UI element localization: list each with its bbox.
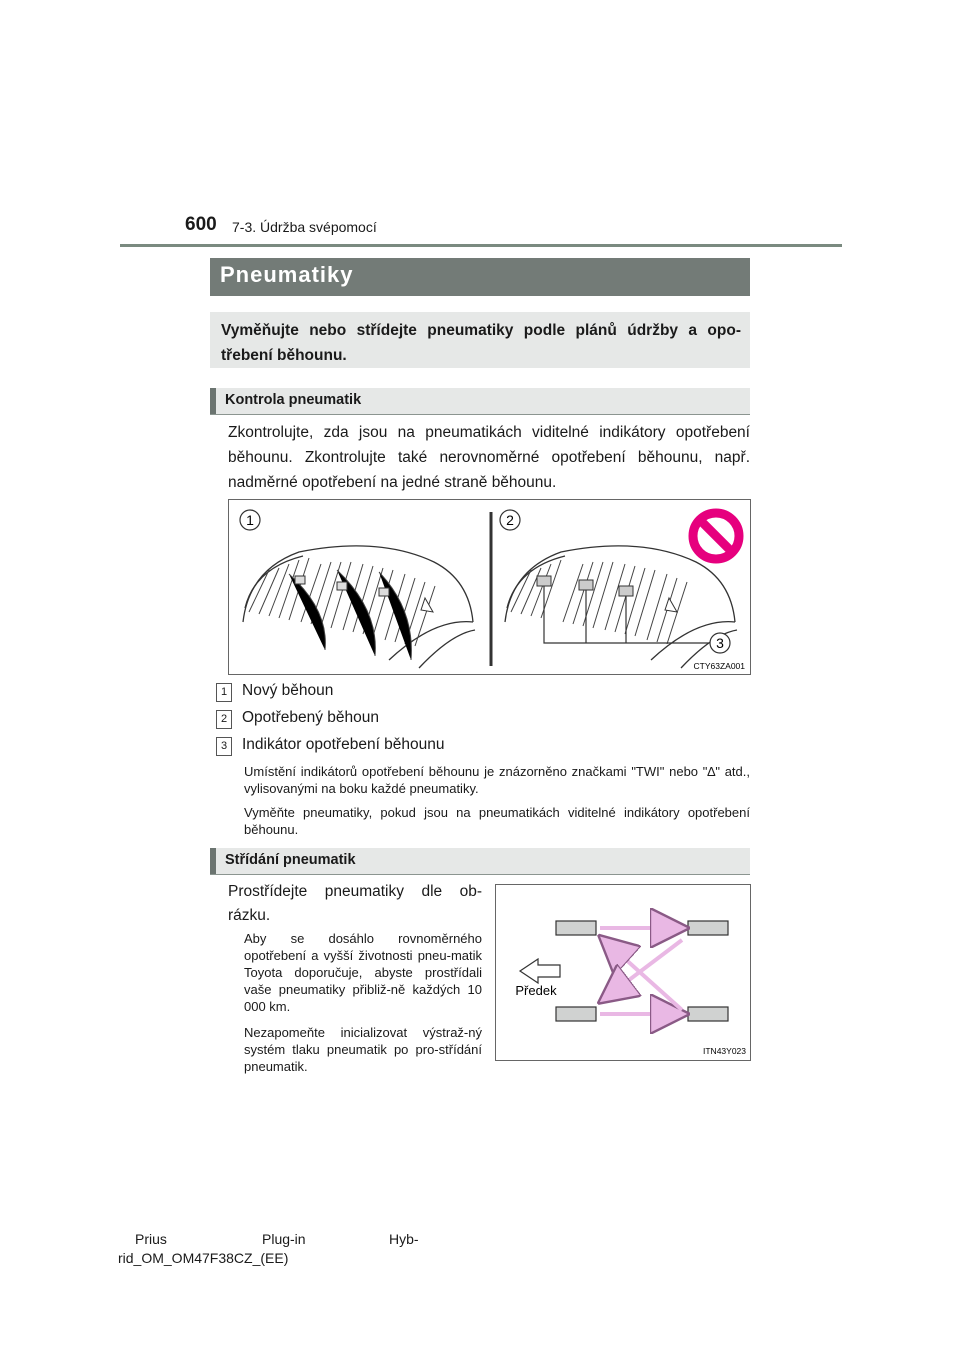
footer-model-2: Plug-in <box>262 1231 306 1247</box>
inspection-paragraph: Zkontrolujte, zda jsou na pneumatikách viditelné indikátory opotřebení běhounu. Zkontrolujte také nerovnoměrné opotřebení běhounu, např. nadměrné opotřebení na jedné straně běhounu. <box>228 424 750 491</box>
front-left-tire <box>556 921 596 935</box>
rotation-arrows <box>600 928 682 1014</box>
new-tread-grooves <box>249 558 435 660</box>
svg-text:1: 1 <box>246 512 254 528</box>
figure-code: CTY63ZA001 <box>693 661 745 671</box>
footer-model-3: Hyb- <box>389 1231 419 1247</box>
inspection-note-2: Vyměňte pneumatiky, pokud jsou na pneumatikách viditelné indikátory opotřebení běhounu. <box>244 805 750 837</box>
legend-text: Indikátor opotřebení běhounu <box>242 736 445 753</box>
footer-doc-id: rid_OM_OM47F38CZ_(EE) <box>118 1250 289 1266</box>
header-rule <box>120 244 842 247</box>
front-arrow-icon <box>520 959 560 983</box>
inspection-heading <box>210 388 750 415</box>
legend-num: 3 <box>216 737 232 756</box>
section-title: 7-3. Údržba svépomocí <box>232 219 377 235</box>
front-right-tire <box>688 921 728 935</box>
legend-num: 2 <box>216 710 232 729</box>
front-label: Předek <box>515 983 557 998</box>
tread-illustration <box>229 500 750 674</box>
legend-text: Opotřebený běhoun <box>242 709 380 726</box>
prohibited-icon <box>693 513 739 559</box>
legend-num: 1 <box>216 683 232 702</box>
callout-1 <box>240 510 260 530</box>
figure-code: ITN43Y023 <box>703 1046 746 1056</box>
rotation-heading <box>210 848 750 875</box>
intro-box <box>210 312 750 368</box>
footer-model-1: Prius <box>135 1231 167 1247</box>
callout-2 <box>500 510 520 530</box>
rotation-note-2: Nezapomeňte inicializovat výstraž-ný systém tlaku pneumatik po pro-střídání pneumatik. <box>244 1025 482 1074</box>
rear-right-tire <box>688 1007 728 1021</box>
svg-text:3: 3 <box>716 635 724 651</box>
rotation-diagram <box>496 885 750 1060</box>
rotation-figure <box>495 884 751 1061</box>
heading-accent <box>210 848 216 874</box>
rotation-note-1: Aby se dosáhlo rovnoměrného opotřebení a vyšší životnosti pneu-matik Toyota doporučuje, abyste prostřídali vaše pneumatiky přibliž-ně každých 10 000 km. <box>244 931 482 1014</box>
heading-accent <box>210 388 216 414</box>
callout-3 <box>710 633 730 653</box>
legend-text: Nový běhoun <box>242 682 334 699</box>
worn-tread-tire <box>505 546 737 668</box>
page-title: Pneumatiky <box>220 262 354 287</box>
worn-tread-grooves <box>511 560 687 644</box>
rotation-paragraph: Prostřídejte pneumatiky dle ob-rázku. <box>228 883 482 924</box>
intro-text: Vyměňujte nebo střídejte pneumatiky podle plánů údržby a opo-třebení běhounu. <box>221 322 741 364</box>
inspection-note-1: Umístění indikátorů opotřebení běhounu je znázorněno značkami "TWI" nebo "∆" atd., vylisovanými na boku každé pneumatiky. <box>244 764 750 796</box>
tread-figure <box>228 499 751 675</box>
page-number: 600 <box>185 214 217 235</box>
rotation-heading-label: Střídání pneumatik <box>225 852 356 868</box>
inspection-heading-label: Kontrola pneumatik <box>225 392 362 408</box>
svg-text:2: 2 <box>506 512 514 528</box>
title-bar <box>210 258 750 296</box>
rear-left-tire <box>556 1007 596 1021</box>
